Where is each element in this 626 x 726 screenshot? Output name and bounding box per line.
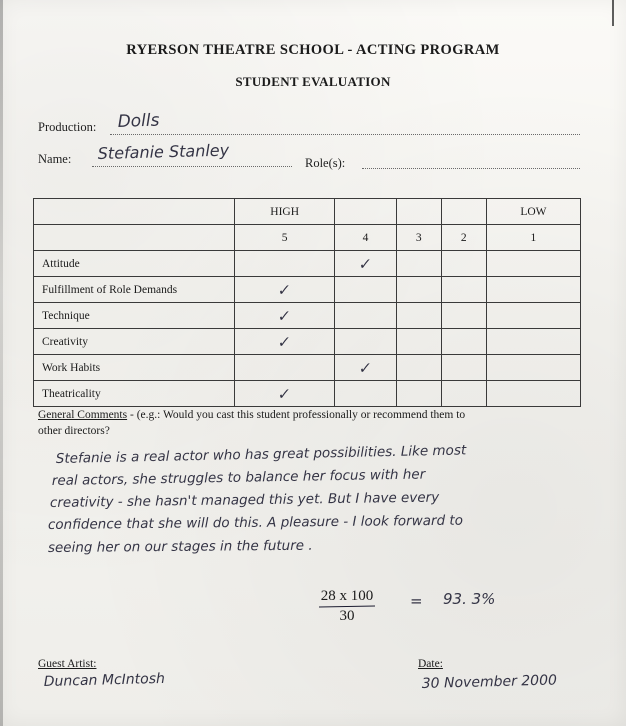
calculation-denominator: 30: [339, 608, 355, 624]
cell-technique-3[interactable]: [396, 303, 441, 329]
comment-line-1: Stefanie is a real actor who has great possibilities. Like most: [55, 442, 467, 467]
guest-artist-signature: Duncan McIntosh: [43, 670, 166, 690]
cell-theatricality-4[interactable]: [335, 381, 396, 407]
cell-attitude-4[interactable]: [335, 251, 396, 277]
cell-fulfillment-2[interactable]: [441, 277, 486, 303]
table-header-row-labels: [34, 199, 581, 225]
checkmark-icon: ✓: [358, 357, 373, 378]
comment-line-2: real actors, she struggles to balance her focus with her: [51, 466, 426, 489]
header-high-label: HIGH: [235, 199, 335, 225]
table-row: [34, 303, 581, 329]
checkmark-icon: ✓: [277, 305, 293, 326]
cell-attitude-5[interactable]: [235, 251, 335, 277]
scan-edge-mark: [612, 0, 614, 26]
scale-2: 2: [441, 225, 486, 251]
cell-attitude-3[interactable]: [396, 251, 441, 277]
page-subtitle: STUDENT EVALUATION: [235, 74, 391, 89]
cell-technique-2[interactable]: [441, 303, 486, 329]
cell-work-habits-4[interactable]: [335, 355, 396, 381]
criterion-label-fulfillment-of-role-demands: Fulfillment of Role Demands: [34, 277, 235, 303]
checkmark-icon: ✓: [358, 253, 373, 274]
cell-work-habits-2[interactable]: [441, 355, 486, 381]
cell-attitude-2[interactable]: [441, 251, 486, 277]
cell-attitude-1[interactable]: [486, 251, 580, 277]
cell-creativity-5[interactable]: [235, 329, 335, 355]
criterion-label-technique: Technique: [34, 303, 235, 329]
general-comments-label: [38, 409, 465, 421]
cell-fulfillment-3[interactable]: [396, 277, 441, 303]
cell-fulfillment-4[interactable]: [335, 277, 396, 303]
cell-work-habits-1[interactable]: [486, 355, 580, 381]
page-title: RYERSON THEATRE SCHOOL - ACTING PROGRAM: [126, 42, 500, 58]
header-col-3-blank: [396, 199, 441, 225]
table-row: [34, 329, 581, 355]
name-dotted-line: [92, 166, 292, 167]
checkmark-icon: ✓: [277, 383, 293, 404]
general-comments-label-line2: other directors?: [38, 425, 110, 437]
criterion-label-work-habits: Work Habits: [34, 355, 235, 381]
cell-theatricality-2[interactable]: [441, 381, 486, 407]
header-col-2-blank: [441, 199, 486, 225]
production-label: Production:: [38, 120, 97, 134]
general-comments-label-rest: - (e.g.: Would you cast this student professionally or recommend them to: [127, 409, 466, 421]
cell-creativity-1[interactable]: [486, 329, 580, 355]
name-value-handwritten: Stefanie Stanley: [97, 140, 230, 163]
calculation-equals: =: [410, 592, 423, 610]
guest-artist-label: Guest Artist:: [38, 658, 97, 670]
table-row: [34, 277, 581, 303]
criterion-label-theatricality: Theatricality: [34, 381, 235, 407]
production-value-handwritten: Dolls: [117, 110, 160, 132]
production-dotted-line: [110, 134, 580, 135]
cell-fulfillment-5[interactable]: [235, 277, 335, 303]
cell-theatricality-3[interactable]: [396, 381, 441, 407]
cell-theatricality-1[interactable]: [486, 381, 580, 407]
checkmark-icon: ✓: [277, 331, 293, 352]
cell-technique-1[interactable]: [486, 303, 580, 329]
rating-table: [33, 198, 581, 407]
table-header-row-numbers: [34, 225, 581, 251]
cell-work-habits-5[interactable]: [235, 355, 335, 381]
cell-technique-5[interactable]: [235, 303, 335, 329]
name-label: Name:: [38, 152, 72, 166]
calculation-result: 93. 3%: [443, 590, 496, 608]
comment-line-3: creativity - she hasn't managed this yet. But I have every: [49, 489, 440, 511]
comment-line-4: confidence that she will do this. A pleasure - I look forward to: [47, 512, 464, 533]
scale-1: 1: [486, 225, 580, 251]
cell-theatricality-5[interactable]: [235, 381, 335, 407]
calculation-numerator: 28 x 100: [320, 588, 374, 604]
scale-3: 3: [396, 225, 441, 251]
criterion-label-attitude: Attitude: [34, 251, 235, 277]
cell-creativity-2[interactable]: [441, 329, 486, 355]
scan-left-edge: [0, 0, 3, 726]
date-value-handwritten: 30 November 2000: [421, 672, 558, 692]
table-row: [34, 355, 581, 381]
table-row: [34, 381, 581, 407]
roles-dotted-line: [362, 168, 580, 169]
checkmark-icon: ✓: [277, 279, 293, 300]
general-comments-label-underlined: General Comments: [38, 409, 128, 421]
header-blank-cell-2: [34, 225, 235, 251]
cell-creativity-3[interactable]: [396, 329, 441, 355]
scale-5: 5: [235, 225, 335, 251]
cell-work-habits-3[interactable]: [396, 355, 441, 381]
roles-label: Role(s):: [305, 156, 346, 170]
criterion-label-creativity: Creativity: [34, 329, 235, 355]
cell-creativity-4[interactable]: [335, 329, 396, 355]
form-header: [0, 42, 626, 90]
header-blank-cell: [34, 199, 235, 225]
date-label: Date:: [418, 658, 443, 670]
cell-fulfillment-1[interactable]: [486, 277, 580, 303]
cell-technique-4[interactable]: [335, 303, 396, 329]
scale-4: 4: [335, 225, 396, 251]
score-calculation: [319, 588, 375, 625]
header-low-label: LOW: [486, 199, 580, 225]
comment-line-5: seeing her on our stages in the future .: [47, 537, 313, 556]
header-col-4-blank: [335, 199, 396, 225]
table-row: [34, 251, 581, 277]
